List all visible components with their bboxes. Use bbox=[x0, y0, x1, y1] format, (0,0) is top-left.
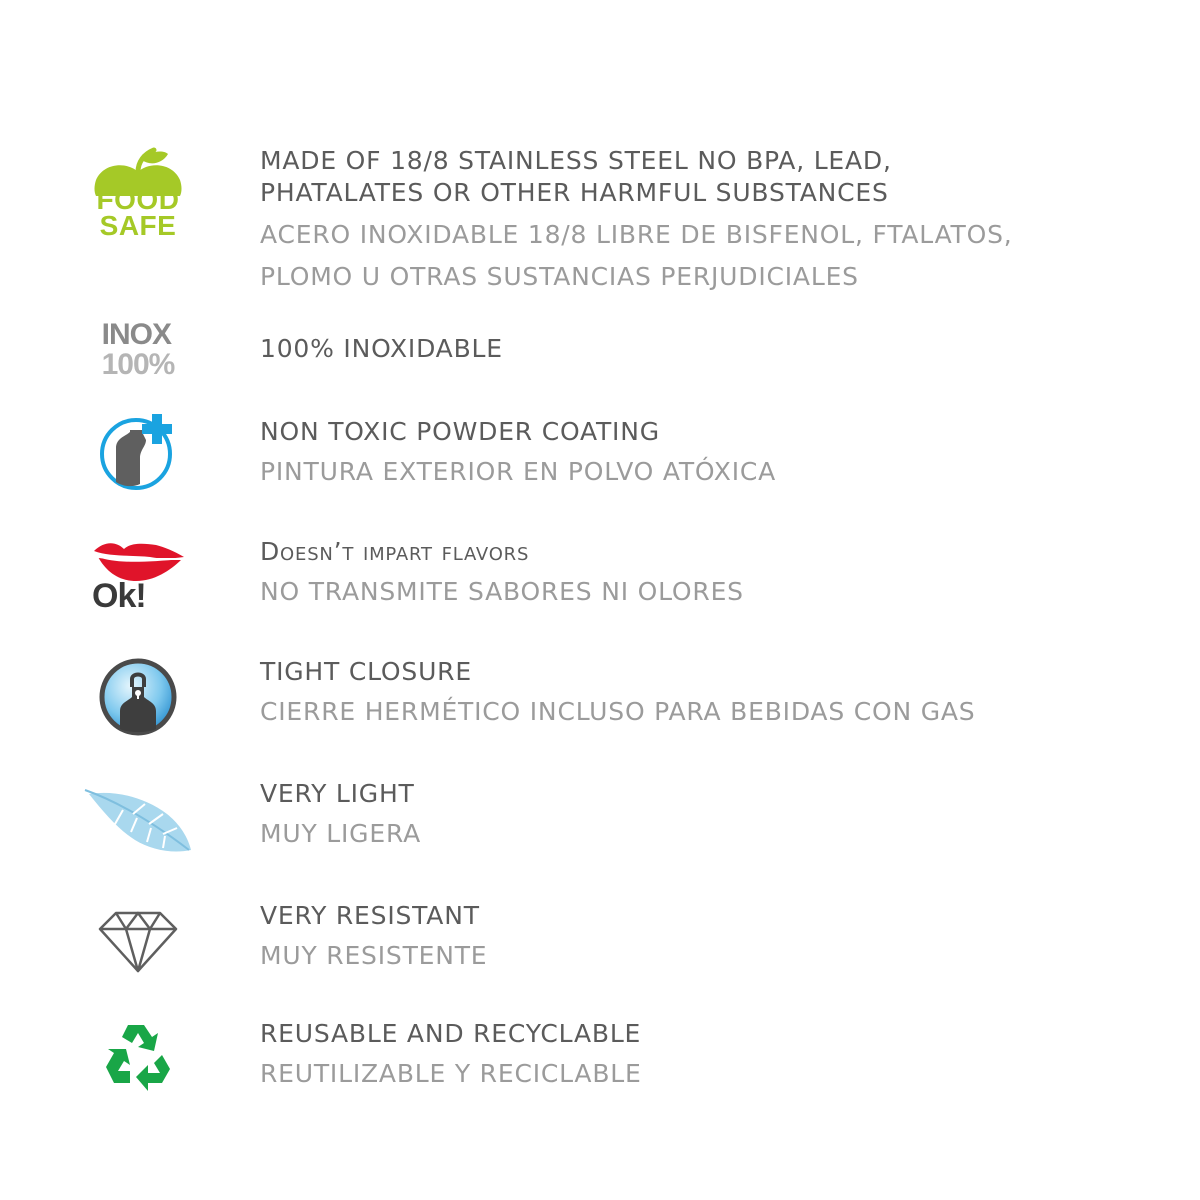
feature-subtitle: CIERRE HERMÉTICO INCLUSO PARA BEBIDAS CON GAS bbox=[260, 697, 976, 726]
feature-title-line-1: MADE OF 18/8 STAINLESS STEEL NO BPA, LEAD, bbox=[260, 146, 892, 175]
food-safe-label-line-2: SAFE bbox=[99, 210, 177, 241]
recycle-icon bbox=[78, 1018, 198, 1098]
feature-title: NON TOXIC POWDER COATING bbox=[260, 417, 660, 446]
inox-100-icon bbox=[78, 318, 198, 382]
feature-title: TIGHT CLOSURE bbox=[260, 657, 472, 686]
ok-label: Ok! bbox=[92, 577, 146, 615]
feature-subtitle: NO TRANSMITE SABORES NI OLORES bbox=[260, 577, 744, 606]
feature-subtitle-line-1: ACERO INOXIDABLE 18/8 LIBRE DE BISFENOL, FTALATOS, bbox=[260, 220, 1013, 249]
feature-title: REUSABLE AND RECYCLABLE bbox=[260, 1019, 642, 1048]
feature-subtitle-line-2: PLOMO U OTRAS SUSTANCIAS PERJUDICIALES bbox=[260, 262, 859, 291]
feature-title: Doesn’t impart flavors bbox=[260, 537, 530, 566]
feature-title: 100% INOXIDABLE bbox=[260, 334, 503, 363]
feature-subtitle: PINTURA EXTERIOR EN POLVO ATÓXICA bbox=[260, 457, 777, 486]
feather-icon bbox=[78, 784, 198, 856]
feature-subtitle: MUY RESISTENTE bbox=[260, 941, 488, 970]
diamond-icon bbox=[78, 902, 198, 982]
padlock-bottle-icon bbox=[78, 656, 198, 738]
feature-title: VERY RESISTANT bbox=[260, 901, 480, 930]
inox-percent-label: 100% bbox=[101, 348, 175, 381]
food-safe-apple-icon bbox=[78, 140, 198, 250]
feature-title: VERY LIGHT bbox=[260, 779, 415, 808]
feature-subtitle: REUTILIZABLE Y RECICLABLE bbox=[260, 1059, 642, 1088]
feature-subtitle: MUY LIGERA bbox=[260, 819, 422, 848]
powder-coating-bottle-icon bbox=[78, 410, 198, 490]
food-safe-label-line-1: FOOD bbox=[96, 184, 180, 215]
lips-ok-icon bbox=[78, 537, 198, 615]
feature-title-line-2: PHATALATES OR OTHER HARMFUL SUBSTANCES bbox=[260, 178, 889, 207]
inox-label: INOX bbox=[101, 318, 171, 351]
